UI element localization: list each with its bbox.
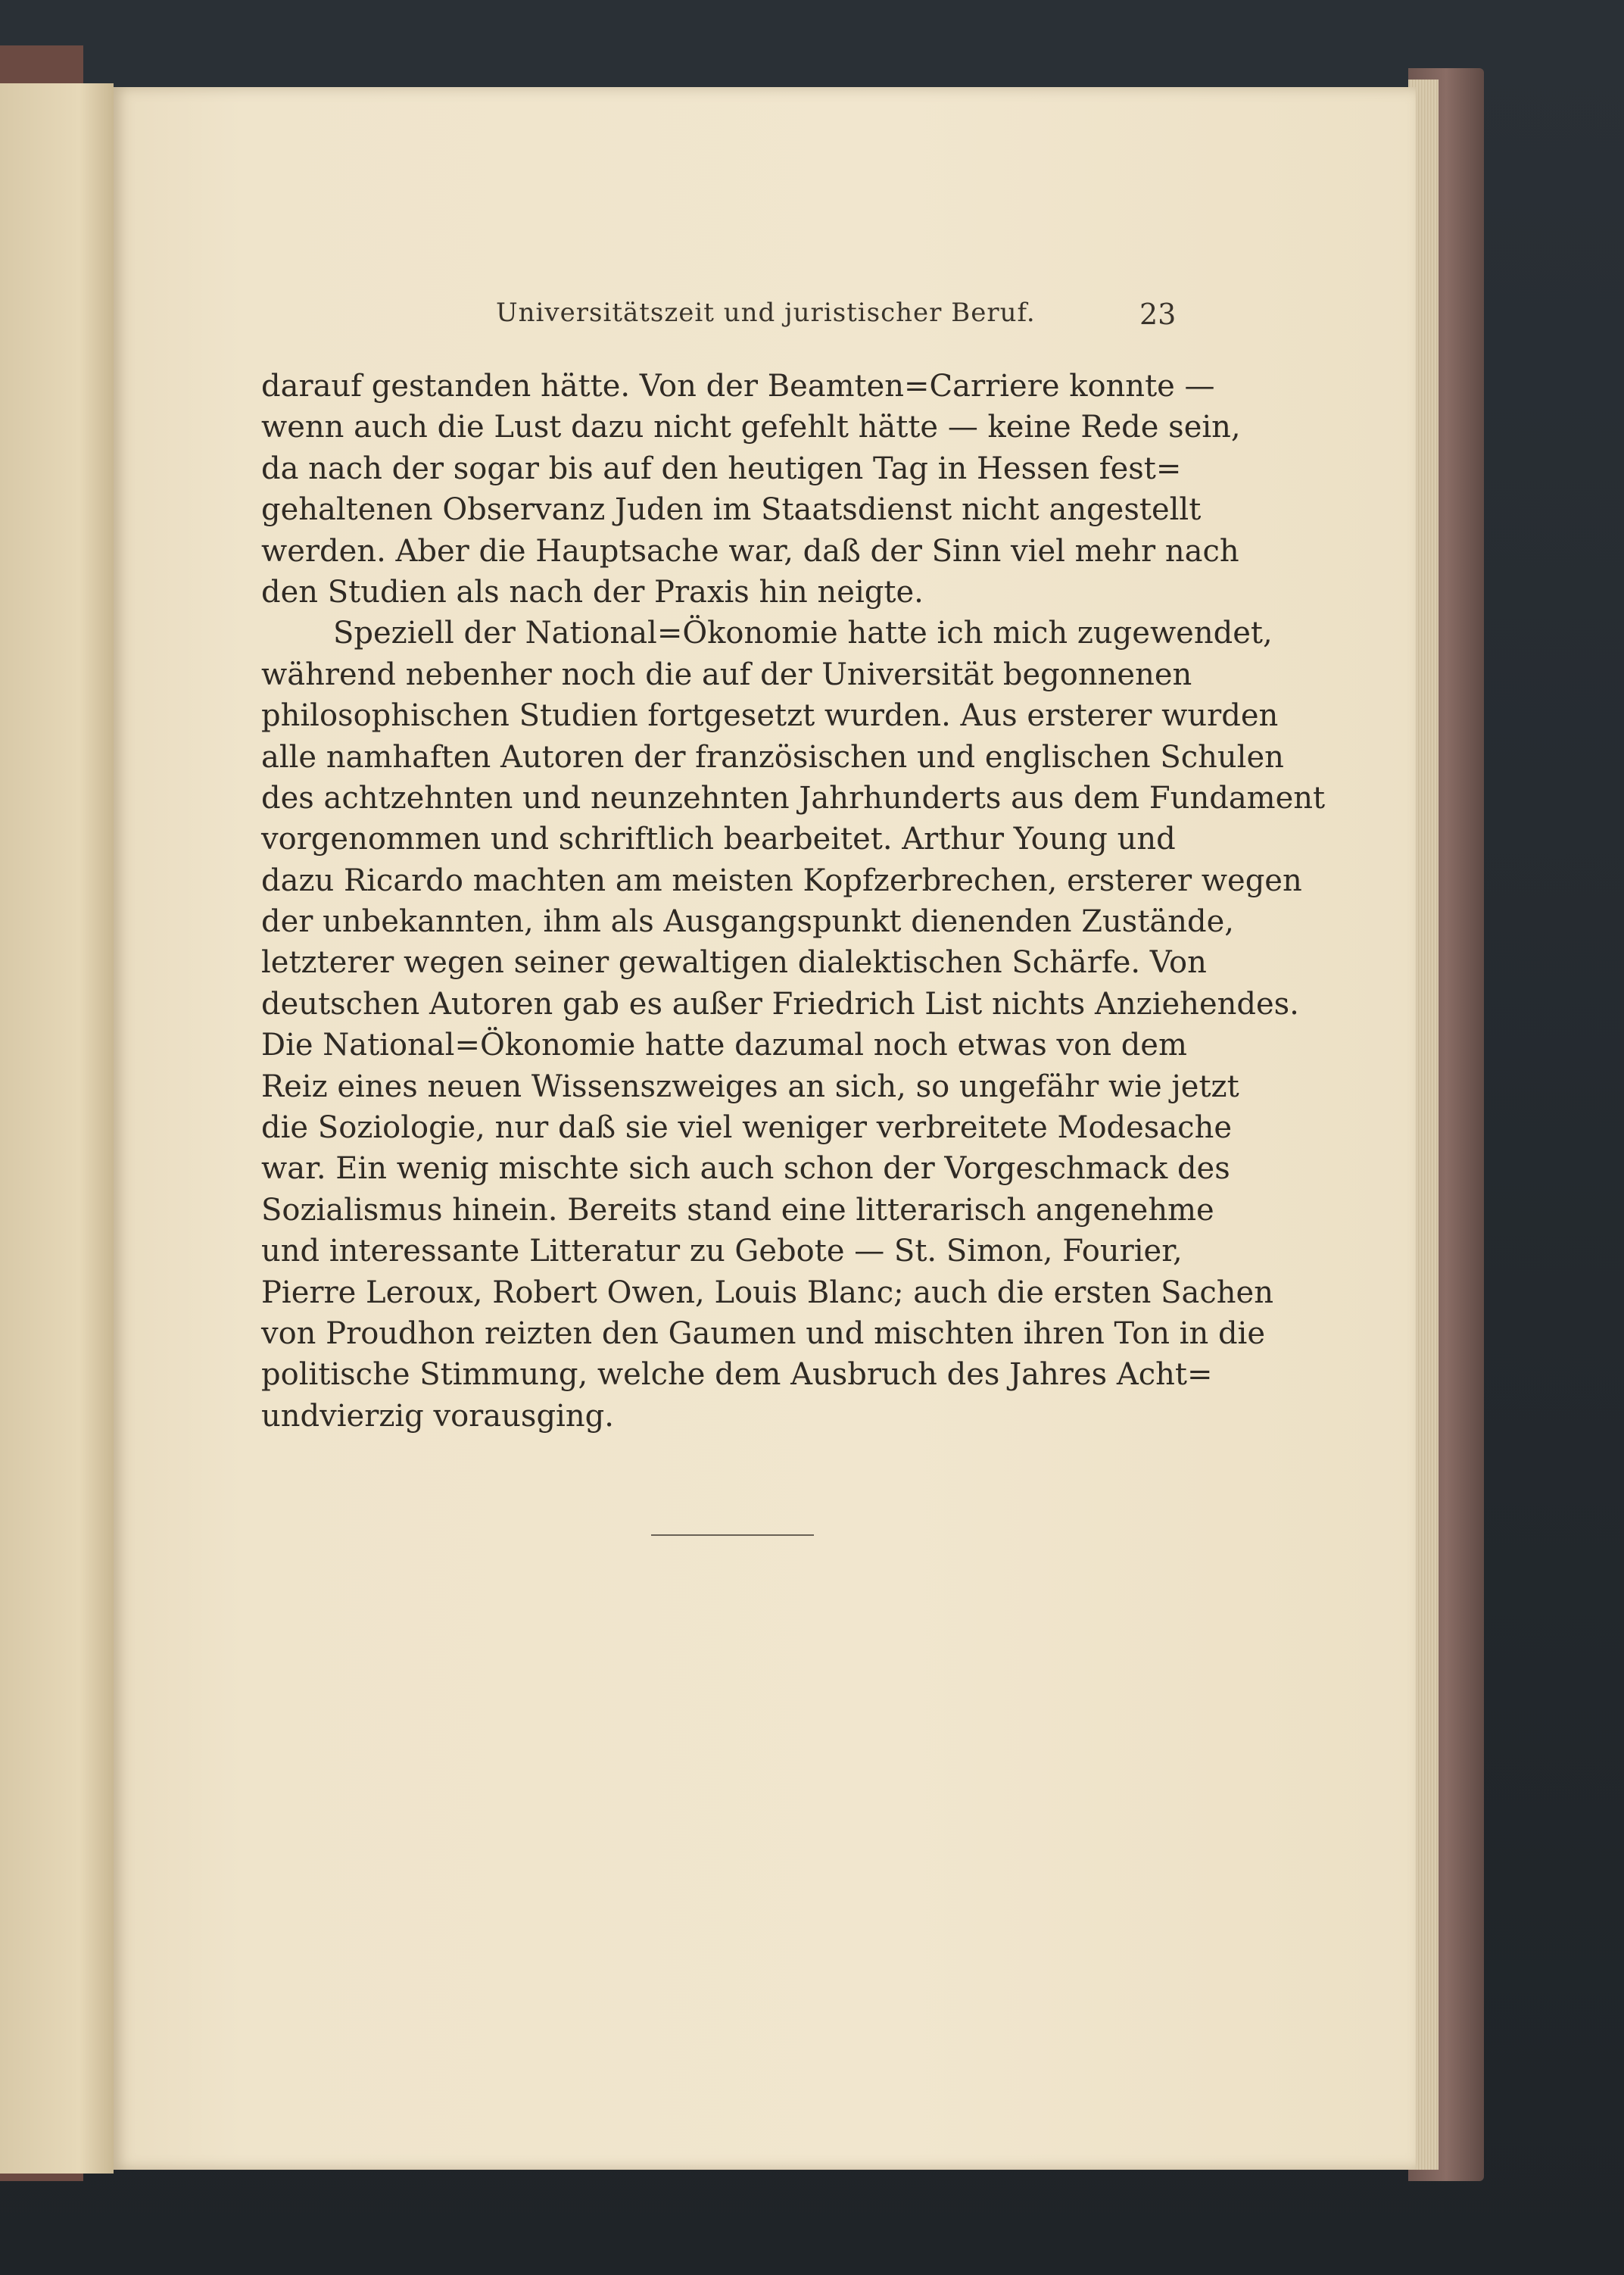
text-line: werden. Aber die Hauptsache war, daß der Sinn viel mehr nach: [261, 533, 1239, 569]
text-line: Pierre Leroux, Robert Owen, Louis Blanc; auch die ersten Sachen: [261, 1275, 1273, 1310]
text-line: da nach der sogar bis auf den heutigen Tag in Hessen fest=: [261, 451, 1182, 486]
text-line: die Soziologie, nur daß sie viel weniger verbreitete Modesache: [261, 1110, 1233, 1146]
paragraph-2: [261, 613, 1326, 1437]
text-line: darauf gestanden hätte. Von der Beamten=Carriere konnte —: [261, 369, 1215, 404]
running-head: Universitätszeit und juristischer Beruf.: [496, 298, 1036, 328]
text-line: der unbekannten, ihm als Ausgangspunkt dienenden Zustände,: [261, 904, 1234, 940]
text-line: Die National=Ökonomie hatte dazumal noch etwas von dem: [261, 1028, 1187, 1063]
text-line: politische Stimmung, welche dem Ausbruch des Jahres Acht=: [261, 1357, 1213, 1393]
body-text: [261, 366, 1326, 1437]
text-line: gehaltenen Observanz Juden im Staatsdienst nicht angestellt: [261, 492, 1202, 528]
text-line: alle namhaften Autoren der französischen und englischen Schulen: [261, 739, 1284, 775]
text-line: von Proudhon reizten den Gaumen und mischten ihren Ton in die: [261, 1315, 1266, 1351]
text-line: während nebenher noch die auf der Universität begonnenen: [261, 657, 1192, 692]
text-line: des achtzehnten und neunzehnten Jahrhunderts aus dem Fundament: [261, 780, 1326, 816]
text-line: Sozialismus hinein. Bereits stand eine litterarisch angenehme: [261, 1192, 1214, 1228]
text-line: deutschen Autoren gab es außer Friedrich List nichts Anziehendes.: [261, 986, 1299, 1022]
text-line: vorgenommen und schriftlich bearbeitet. Arthur Young und: [261, 822, 1176, 857]
text-line: philosophischen Studien fortgesetzt wurden. Aus ersterer wurden: [261, 698, 1279, 734]
text-line: Speziell der National=Ökonomie hatte ich mich zugewendet,: [333, 616, 1273, 651]
paragraph-1: [261, 366, 1241, 613]
text-line: wenn auch die Lust dazu nicht gefehlt hätte — keine Rede sein,: [261, 410, 1241, 445]
text-line: war. Ein wenig mischte sich auch schon der Vorgeschmack des: [261, 1151, 1230, 1187]
text-line: letzterer wegen seiner gewaltigen dialektischen Schärfe. Von: [261, 945, 1207, 981]
text-line: dazu Ricardo machten am meisten Kopfzerbrechen, ersterer wegen: [261, 863, 1302, 898]
text-line: undvierzig vorausging.: [261, 1398, 614, 1434]
section-divider-rule: [651, 1534, 814, 1536]
page-number: 23: [1139, 298, 1177, 331]
left-page-edge: [0, 83, 114, 2174]
text-line: und interessante Litteratur zu Gebote — St. Simon, Fourier,: [261, 1234, 1183, 1269]
text-line: Reiz eines neuen Wissenszweiges an sich, so ungefähr wie jetzt: [261, 1069, 1239, 1104]
text-line: den Studien als nach der Praxis hin neigte.: [261, 574, 924, 610]
